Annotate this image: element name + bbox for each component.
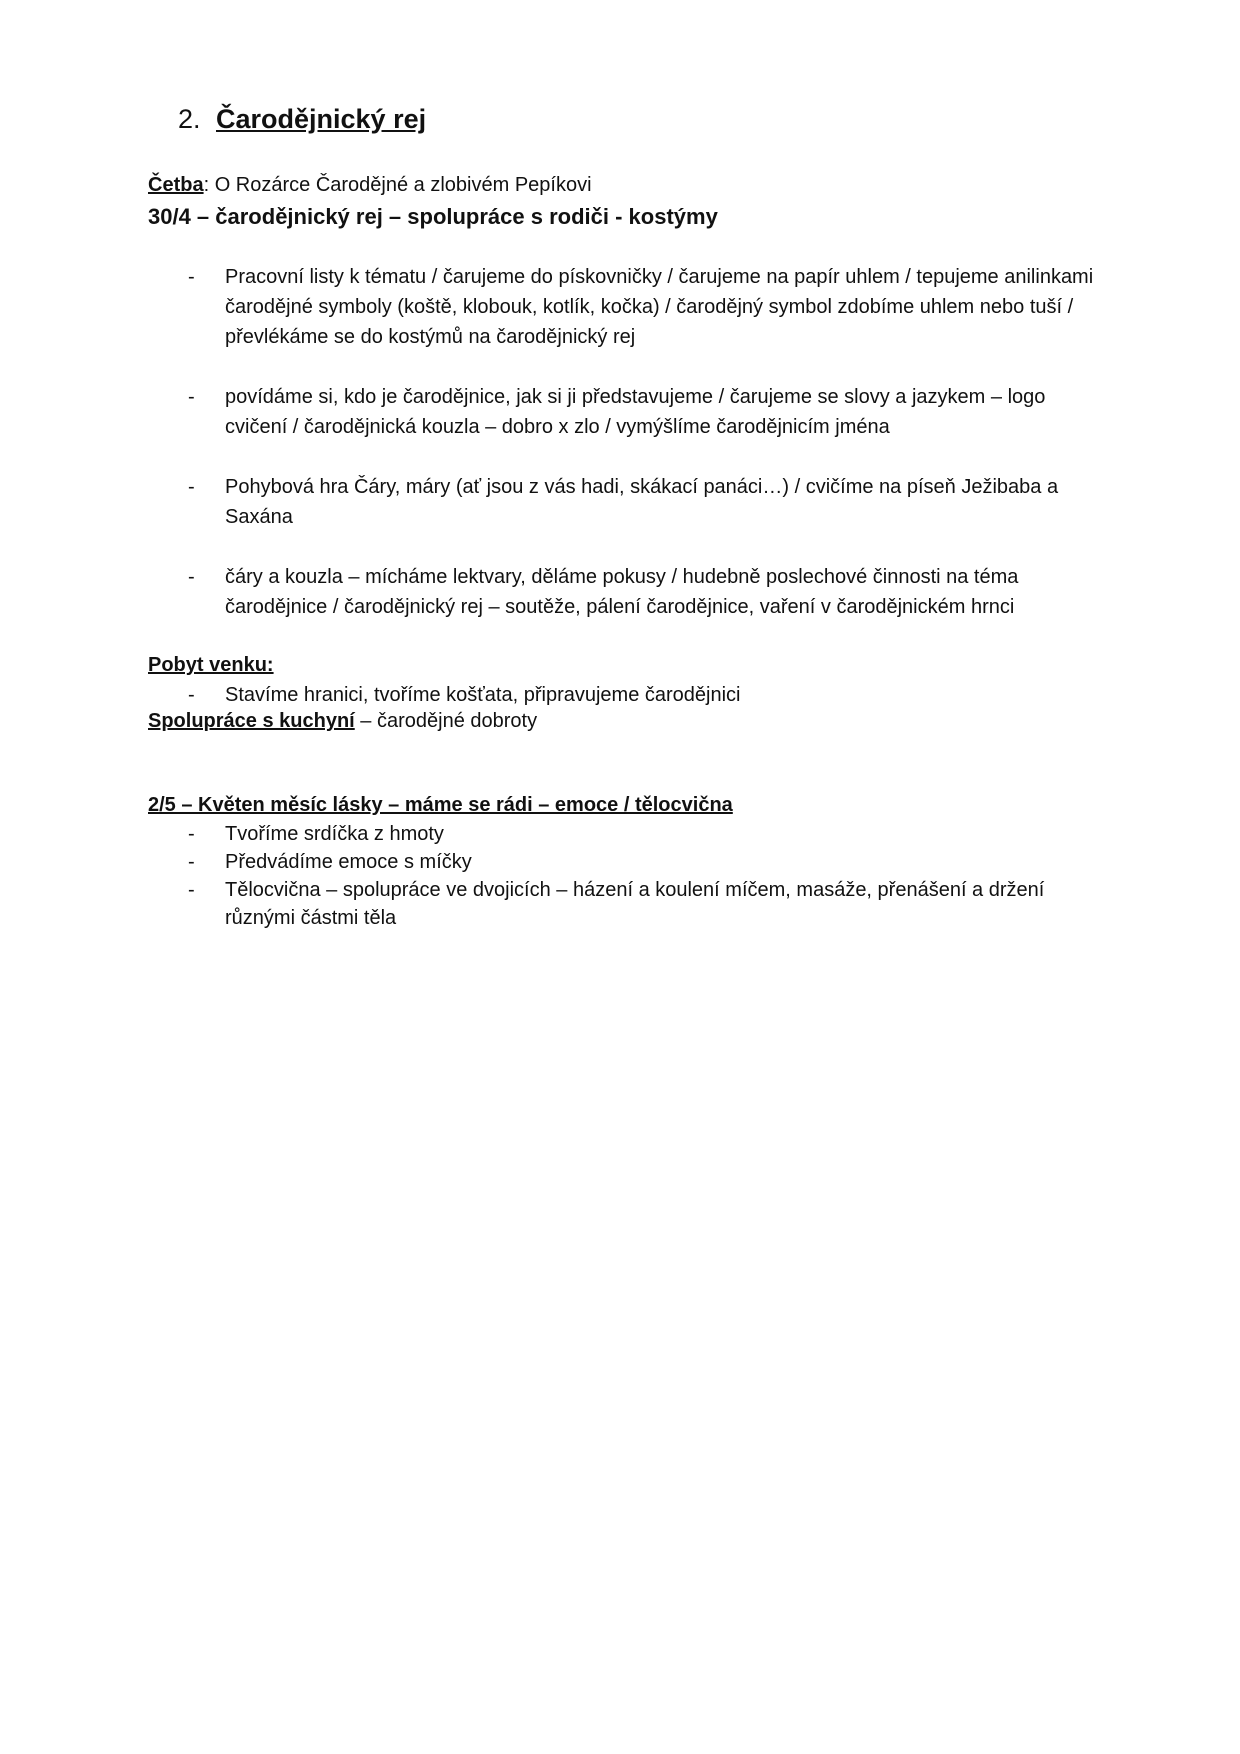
kitchen-line xyxy=(148,710,537,733)
may-list xyxy=(188,820,1108,932)
list-dash: - xyxy=(188,386,195,408)
activities-list xyxy=(188,262,1108,622)
list-dash: - xyxy=(188,566,195,588)
section-heading xyxy=(178,104,426,135)
reading-text: : O Rozárce Čarodějné a zlobivém Pepíkovi xyxy=(203,174,592,196)
kitchen-label: Spolupráce s kuchyní xyxy=(148,710,355,732)
section-title: Čarodějnický rej xyxy=(216,104,427,134)
list-item xyxy=(188,562,1108,622)
list-item-text: Pohybová hra Čáry, máry (ať jsou z vás hadi, skákací panáci…) / cvičíme na píseň Ježibaba a Saxána xyxy=(225,476,1059,528)
list-item xyxy=(188,382,1108,442)
list-item-text: čáry a kouzla – mícháme lektvary, děláme pokusy / hudebně poslechové činnosti na téma čarodějnice / čarodějnický rej – soutěže, pálení čarodějnice, vaření v čarodějnickém hrnci xyxy=(225,566,1019,618)
event-subheading: 30/4 – čarodějnický rej – spolupráce s rodiči - kostýmy xyxy=(148,204,718,229)
list-item-text: Pracovní listy k tématu / čarujeme do pískovničky / čarujeme na papír uhlem / tepujeme anilinkami čarodějné symboly (koště, klobouk, kotlík, kočka) / čarodějný symbol zdobíme uhlem nebo tuší / převlékáme se do kostýmů na čarodějnický rej xyxy=(225,266,1094,348)
section-number: 2. xyxy=(178,104,201,134)
list-dash: - xyxy=(188,879,195,901)
reading-line xyxy=(148,174,592,197)
may-heading: 2/5 – Květen měsíc lásky – máme se rádi – emoce / tělocvična xyxy=(148,794,733,816)
list-dash: - xyxy=(188,851,195,873)
list-item-text: Tvoříme srdíčka z hmoty xyxy=(225,823,444,845)
list-item xyxy=(188,848,1108,876)
list-dash: - xyxy=(188,266,195,288)
list-item xyxy=(188,820,1108,848)
outdoor-list xyxy=(188,680,1108,710)
list-dash: - xyxy=(188,823,195,845)
reading-label: Četba xyxy=(148,174,204,196)
list-item xyxy=(188,262,1108,352)
kitchen-text: – čarodějné dobroty xyxy=(354,710,538,732)
list-item xyxy=(188,472,1108,532)
list-item xyxy=(188,876,1108,932)
outdoor-label: Pobyt venku: xyxy=(148,654,274,676)
list-item-text: Předvádíme emoce s míčky xyxy=(225,851,472,873)
list-item xyxy=(188,680,1108,710)
list-item-text: Stavíme hranici, tvoříme košťata, připravujeme čarodějnici xyxy=(225,684,741,706)
list-dash: - xyxy=(188,476,195,498)
list-item-text: povídáme si, kdo je čarodějnice, jak si ji představujeme / čarujeme se slovy a jazykem – logo cvičení / čarodějnická kouzla – dobro x zlo / vymýšlíme čarodějnicím jména xyxy=(225,386,1046,438)
list-dash: - xyxy=(188,684,195,706)
list-item-text: Tělocvična – spolupráce ve dvojicích – házení a koulení míčem, masáže, přenášení a držení různými částmi těla xyxy=(225,879,1045,929)
